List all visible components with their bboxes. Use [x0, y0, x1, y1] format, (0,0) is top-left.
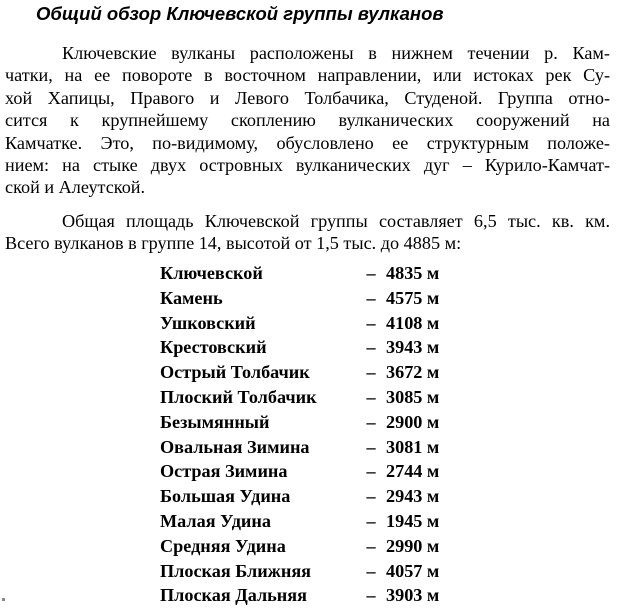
paragraph-line: Камчатке. Это, по-видимому, обусловлено ее структурным положе-: [5, 132, 610, 153]
volcano-dash: –: [366, 411, 376, 432]
volcano-name: Средняя Удина: [160, 535, 286, 556]
paragraph-location: [5, 42, 610, 199]
volcano-height: 4575 м: [386, 287, 440, 308]
volcano-row: [160, 385, 439, 410]
volcano-height: 3081 м: [386, 436, 440, 457]
paragraph-line: чатки, на ее повороте в восточном направлении, или истоках рек Су-: [5, 65, 610, 86]
section-heading: Общий обзор Ключевской группы вулканов: [36, 3, 444, 24]
paragraph-line: Ключевские вулканы расположены в нижнем течении р. Кам-: [62, 43, 610, 63]
volcano-row: [160, 360, 439, 385]
volcano-height: 2990 м: [386, 535, 440, 556]
volcano-height: 2900 м: [386, 411, 440, 432]
paragraph-line: Всего вулканов в группе 14, высотой от 1,5 тыс. до 4885 м:: [5, 233, 462, 254]
volcano-row: [160, 534, 439, 559]
volcano-name: Плоская Дальняя: [160, 585, 307, 606]
volcano-name: Плоский Толбачик: [160, 386, 317, 407]
paragraph-line: Общая площадь Ключевской группы составляет 6,5 тыс. кв. км.: [62, 211, 610, 231]
scan-speck: [2, 598, 5, 601]
volcano-dash: –: [366, 263, 376, 283]
volcano-name: Камень: [160, 287, 223, 308]
volcano-name: Ушковский: [160, 312, 256, 333]
volcano-name: Малая Удина: [160, 510, 271, 531]
paragraph-line: хой Хапицы, Правого и Левого Толбачика, Студеной. Группа отно-: [5, 87, 610, 108]
volcano-row: [160, 311, 439, 336]
volcano-dash: –: [366, 386, 376, 407]
volcano-name: Овальная Зимина: [160, 436, 310, 457]
volcano-dash: –: [366, 461, 376, 482]
paragraph-area: [5, 210, 610, 255]
volcano-name: Острая Зимина: [160, 461, 288, 482]
volcano-height-table: [160, 261, 439, 608]
volcano-height: 2744 м: [386, 461, 440, 482]
volcano-row: [160, 435, 439, 460]
volcano-dash: –: [366, 436, 376, 457]
volcano-height: 3903 м: [386, 585, 440, 606]
volcano-name: Большая Удина: [160, 486, 291, 507]
paragraph-line: нием: на стыке двух островных вулканических дуг – Курило-Камчат-: [5, 155, 610, 176]
volcano-height: 3085 м: [386, 386, 440, 407]
volcano-height: 1945 м: [386, 510, 440, 531]
volcano-name: Острый Толбачик: [160, 362, 310, 383]
volcano-row: [160, 286, 439, 311]
volcano-row: [160, 261, 439, 286]
volcano-row: [160, 583, 439, 608]
volcano-dash: –: [366, 312, 376, 333]
volcano-height: 2943 м: [386, 486, 440, 507]
volcano-row: [160, 484, 439, 509]
volcano-height: 4057 м: [386, 560, 440, 581]
volcano-height: 4108 м: [386, 312, 440, 333]
paragraph-line: ской и Алеутской.: [5, 177, 146, 198]
volcano-name: Ключевской: [160, 263, 263, 283]
volcano-height: 4835 м: [386, 263, 440, 283]
volcano-dash: –: [366, 535, 376, 556]
volcano-dash: –: [366, 585, 376, 606]
volcano-dash: –: [366, 362, 376, 383]
volcano-dash: –: [366, 287, 376, 308]
volcano-row: [160, 459, 439, 484]
volcano-row: [160, 410, 439, 435]
volcano-row: [160, 335, 439, 360]
volcano-row: [160, 559, 439, 584]
volcano-dash: –: [366, 510, 376, 531]
volcano-dash: –: [366, 337, 376, 358]
volcano-name: Крестовский: [160, 337, 267, 358]
volcano-dash: –: [366, 486, 376, 507]
volcano-row: [160, 509, 439, 534]
volcano-name: Плоская Ближняя: [160, 560, 312, 581]
volcano-height: 3943 м: [386, 337, 440, 358]
volcano-dash: –: [366, 560, 376, 581]
volcano-height: 3672 м: [386, 362, 440, 383]
volcano-name: Безымянный: [160, 411, 270, 432]
paragraph-line: сится к крупнейшему скоплению вулканических сооружений на: [5, 110, 610, 131]
